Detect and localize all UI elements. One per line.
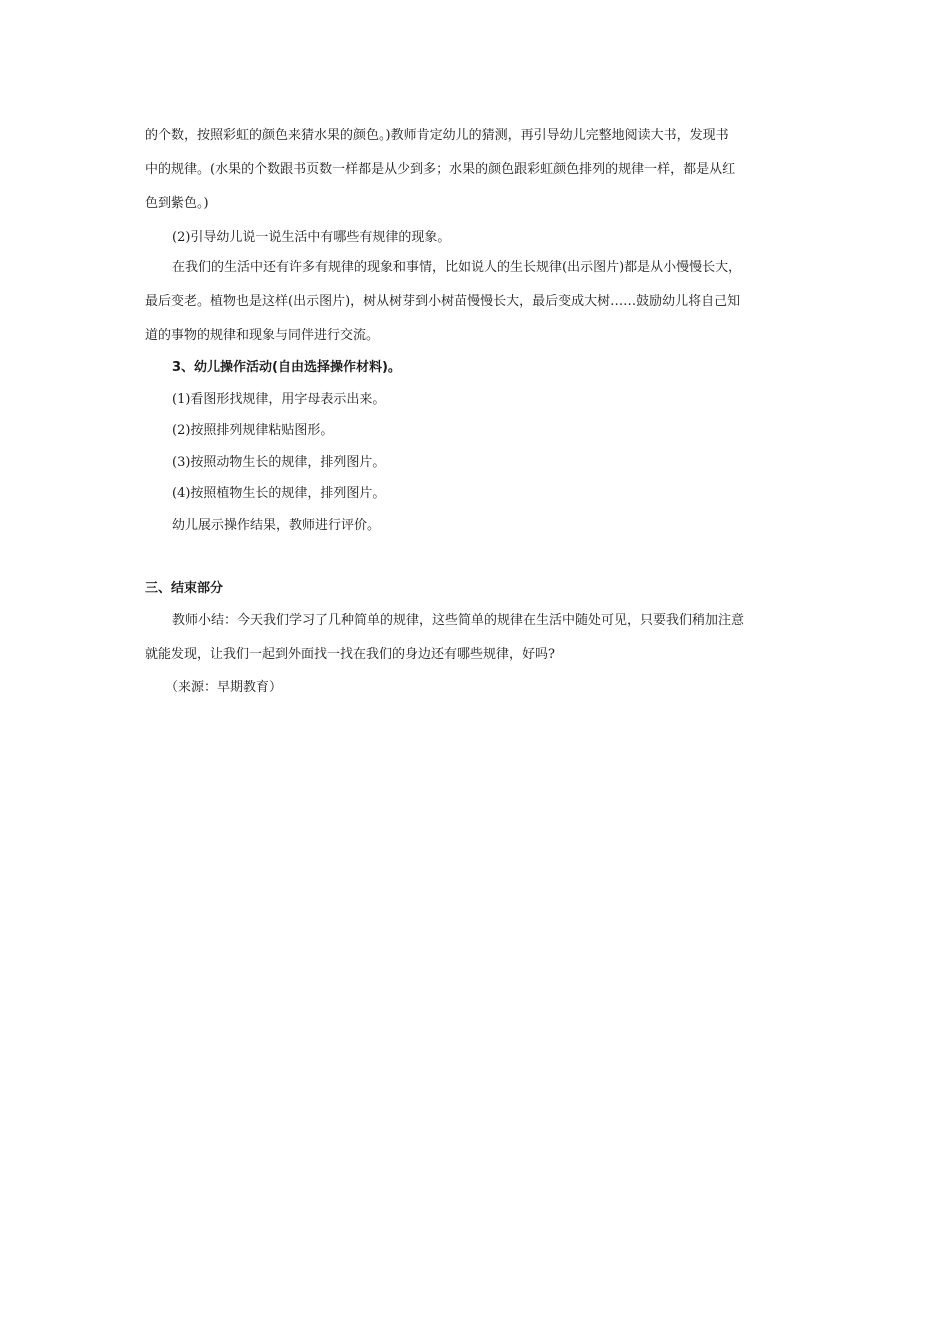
paragraph-line: 色到紫色。) (145, 196, 209, 211)
operation-item: (1)看图形找规律，用字母表示出来。 (172, 392, 386, 407)
paragraph-line: 就能发现，让我们一起到外面找一找在我们的身边还有哪些规律，好吗? (145, 647, 555, 662)
operation-item: (4)按照植物生长的规律，排列图片。 (172, 486, 386, 501)
paragraph-line: 道的事物的规律和现象与同伴进行交流。 (145, 328, 380, 343)
display-results-text: 幼儿展示操作结果，教师进行评价。 (172, 518, 381, 533)
paragraph-line: 中的规律。(水果的个数跟书页数一样都是从少到多；水果的颜色跟彩虹颜色排列的规律一样，都是从红 (145, 162, 736, 177)
paragraph-fruit-rule (145, 119, 807, 221)
section-heading-operation: 3、幼儿操作活动(自由选择操作材料)。 (172, 360, 401, 375)
source-note: （来源：早期教育） (165, 680, 283, 695)
operation-item: (2)按照排列规律粘贴图形。 (172, 423, 334, 438)
section-heading-ending: 三、结束部分 (145, 581, 224, 596)
paragraph-line: 教师小结：今天我们学习了几种简单的规律，这些简单的规律在生活中随处可见，只要我们稍加注意 (172, 613, 745, 628)
guide-item: (2)引导幼儿说一说生活中有哪些有规律的现象。 (172, 230, 451, 245)
paragraph-line: 最后变老。植物也是这样(出示图片)，树从树芽到小树苗慢慢长大，最后变成大树……鼓励幼儿将自己知 (145, 294, 741, 309)
operation-item: (3)按照动物生长的规律，排列图片。 (172, 455, 386, 470)
paragraph-life-rules (145, 251, 807, 353)
paragraph-line: 的个数，按照彩虹的颜色来猜水果的颜色。)教师肯定幼儿的猜测，再引导幼儿完整地阅读大书，发现书 (145, 128, 729, 143)
teacher-summary (145, 604, 807, 672)
paragraph-line: 在我们的生活中还有许多有规律的现象和事情，比如说人的生长规律(出示图片)都是从小慢慢长大， (172, 260, 742, 275)
